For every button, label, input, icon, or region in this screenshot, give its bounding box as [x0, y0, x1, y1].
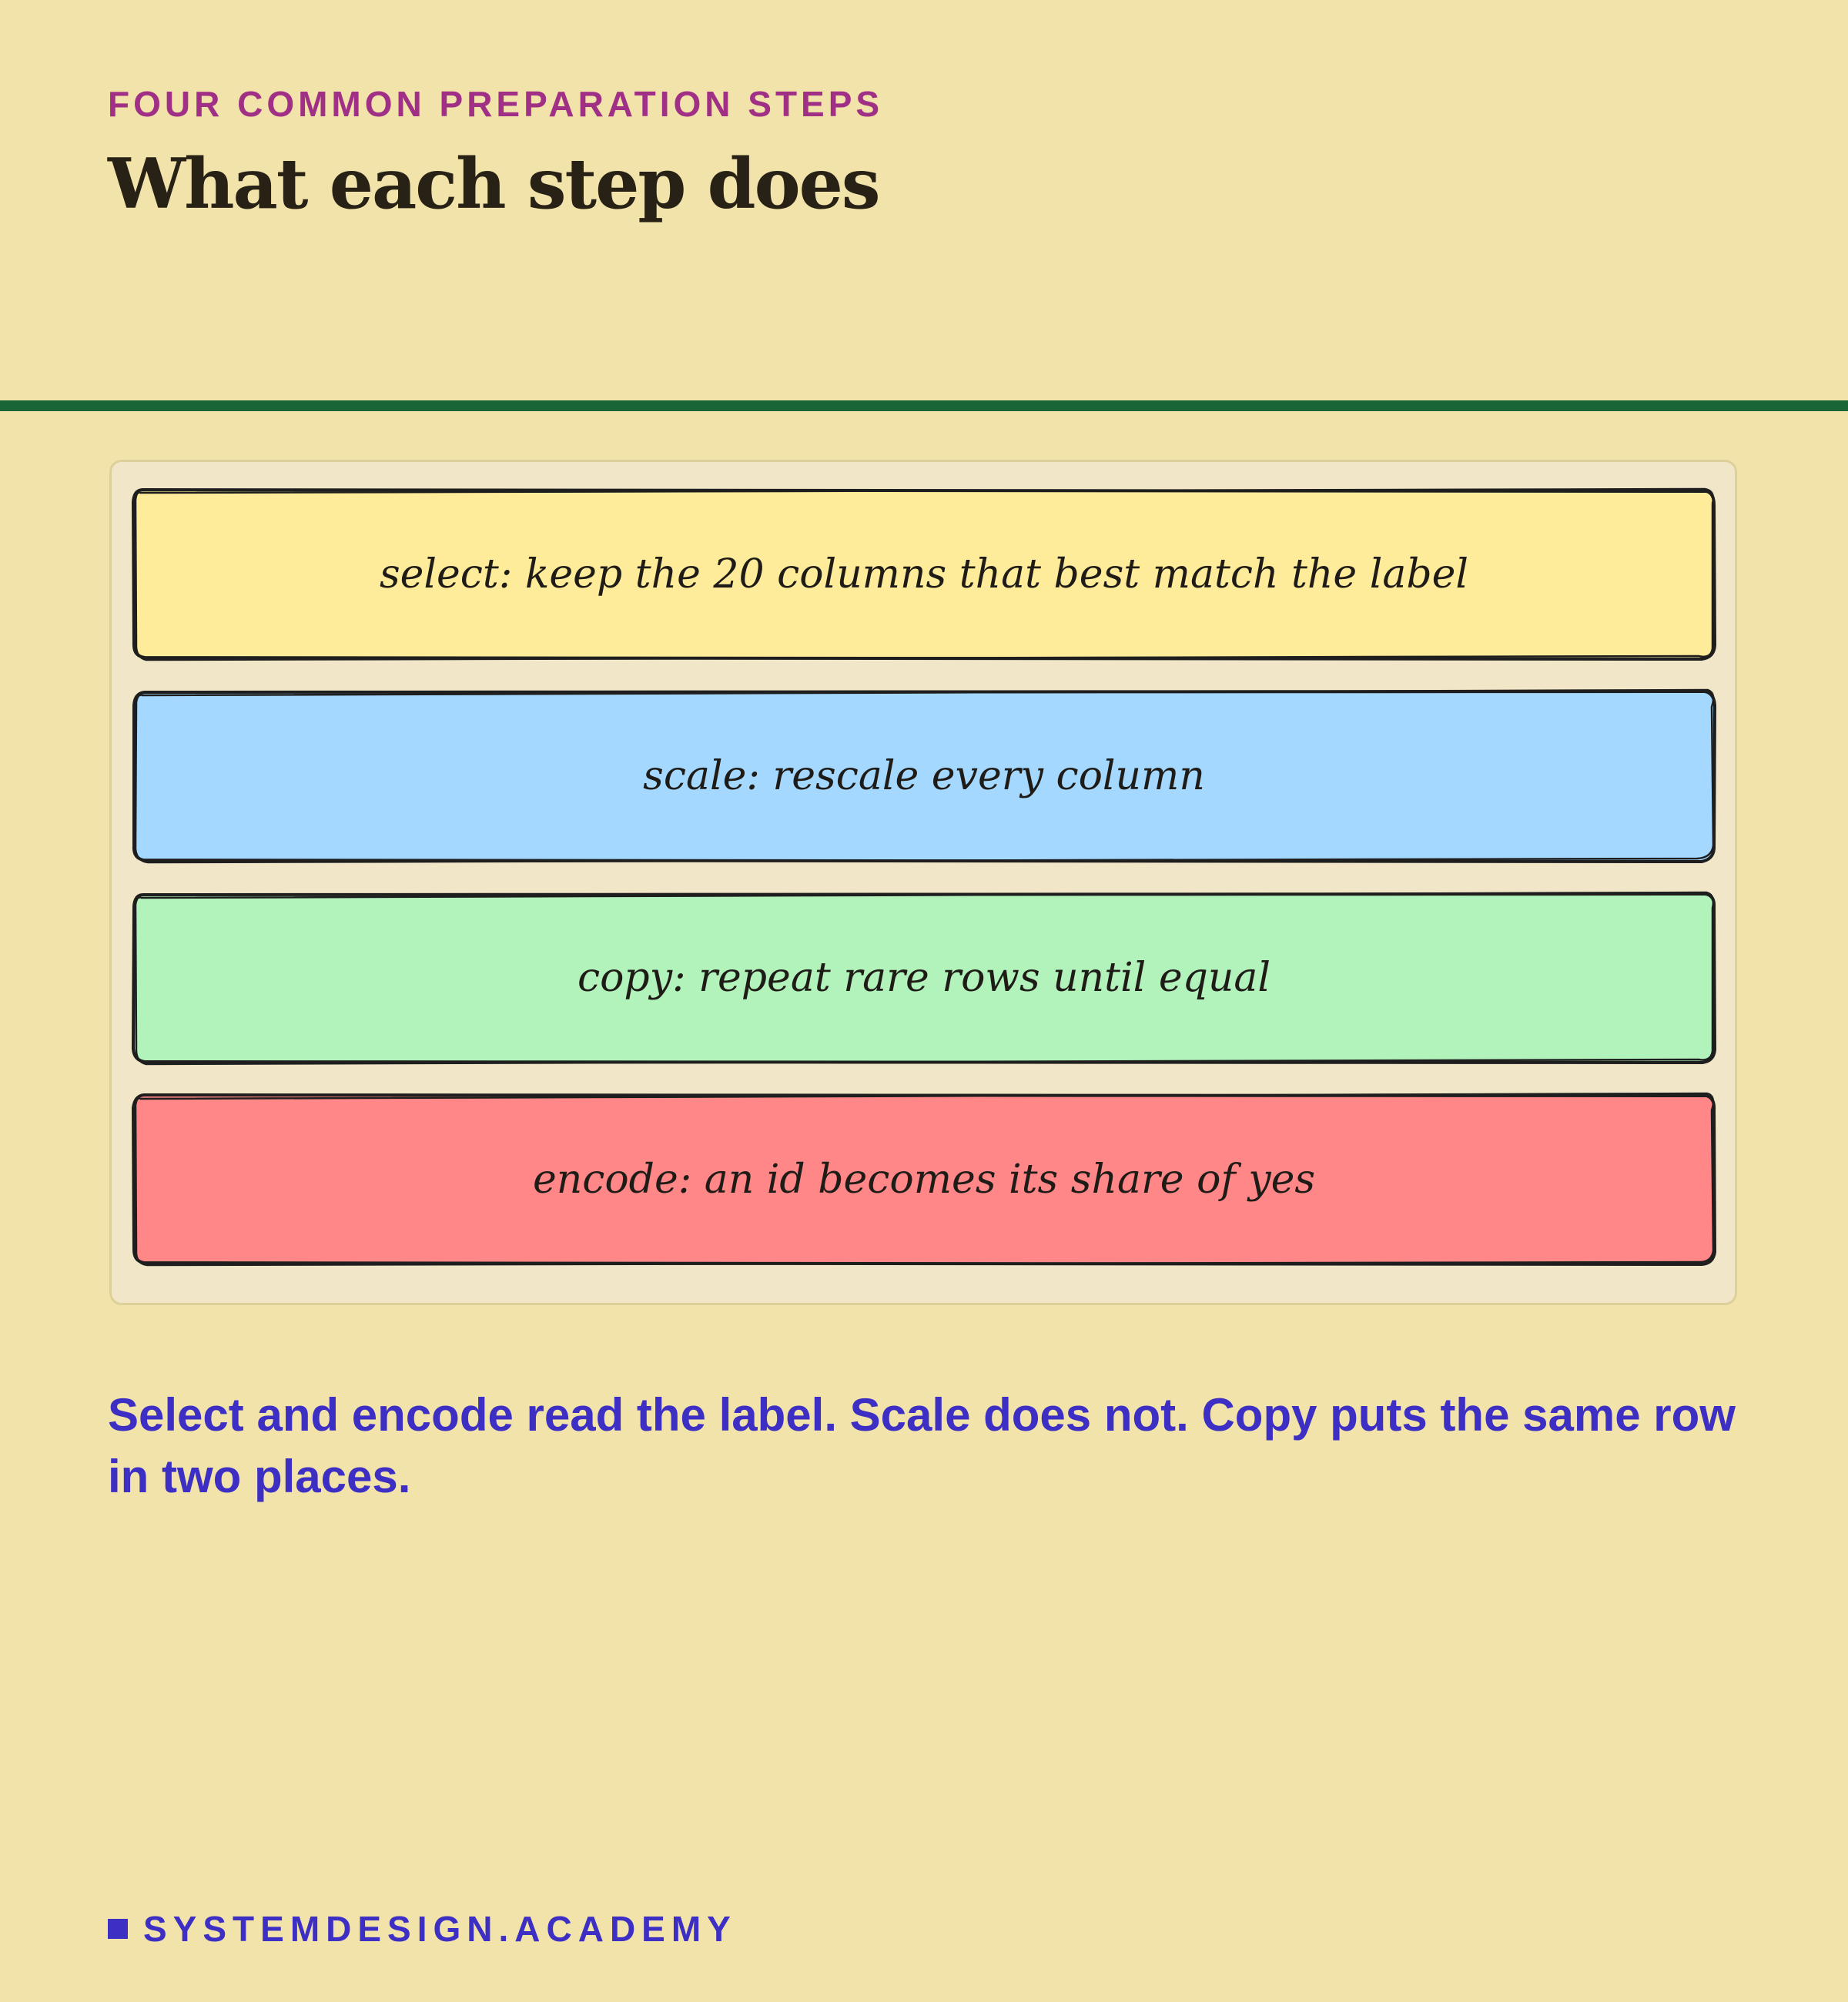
step-label-select: select: keep the 20 columns that best match the label — [379, 551, 1469, 598]
step-copy — [131, 890, 1717, 1066]
divider-rule — [0, 400, 1848, 411]
step-label-encode: encode: an id becomes its share of yes — [532, 1157, 1316, 1203]
step-scale — [131, 688, 1717, 864]
square-bullet-icon — [108, 1919, 128, 1939]
step-encode — [131, 1092, 1717, 1267]
eyebrow-heading: FOUR COMMON PREPARATION STEPS — [108, 84, 884, 124]
brand-name: SYSTEMDESIGN.ACADEMY — [143, 1909, 737, 1949]
page-title: What each step does — [108, 143, 879, 225]
step-label-copy: copy: repeat rare rows until equal — [577, 955, 1271, 1001]
step-label-scale: scale: rescale every column — [643, 753, 1205, 799]
step-select — [131, 487, 1717, 662]
footer-brand — [108, 1908, 737, 1950]
caption-text: Select and encode read the label. Scale does not. Copy puts the same row in two places. — [108, 1389, 1736, 1502]
